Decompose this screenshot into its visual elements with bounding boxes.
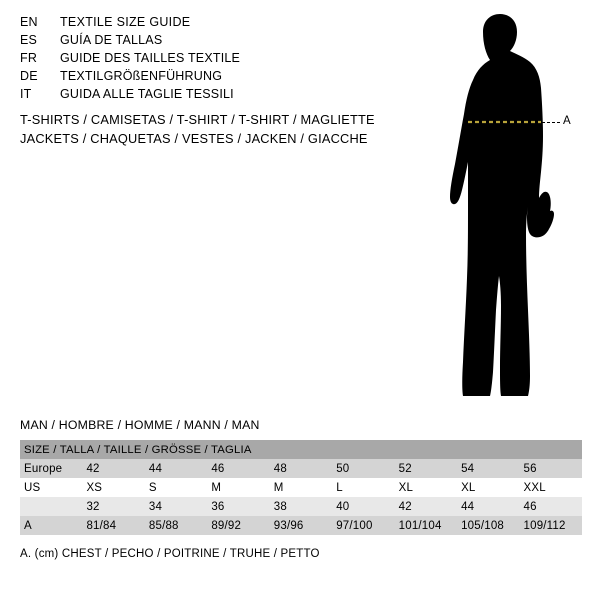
body-figure <box>400 10 600 410</box>
size-table <box>20 440 582 535</box>
cell: 56 <box>520 459 583 478</box>
language-code: FR <box>20 51 38 65</box>
cell: 44 <box>457 497 519 516</box>
cell: 85/88 <box>145 516 207 535</box>
cell: M <box>270 478 332 497</box>
category-line-jackets: JACKETS / CHAQUETAS / VESTES / JACKEN / GIACCHE <box>20 131 368 146</box>
language-row <box>20 15 400 33</box>
cell: 40 <box>332 497 394 516</box>
cell: 38 <box>270 497 332 516</box>
language-code: ES <box>20 33 38 47</box>
cell: XL <box>457 478 519 497</box>
measurement-marker-a: A <box>563 115 572 127</box>
cell: 46 <box>207 459 269 478</box>
row-label: Europe <box>20 459 82 478</box>
cell: XL <box>395 478 457 497</box>
cell: XS <box>82 478 144 497</box>
table-header-row <box>20 440 582 459</box>
cell: 54 <box>457 459 519 478</box>
language-row <box>20 51 400 69</box>
language-row <box>20 69 400 87</box>
table-group-title: MAN / HOMBRE / HOMME / MANN / MAN <box>20 418 260 432</box>
table-row <box>20 497 582 516</box>
language-row <box>20 33 400 51</box>
cell: 81/84 <box>82 516 144 535</box>
language-code: IT <box>20 87 32 101</box>
language-text: GUIDA ALLE TAGLIE TESSILI <box>60 87 234 101</box>
row-label <box>20 497 82 516</box>
cell: S <box>145 478 207 497</box>
language-code: DE <box>20 69 38 83</box>
table-row <box>20 516 582 535</box>
language-code: EN <box>20 15 38 29</box>
cell: 105/108 <box>457 516 519 535</box>
cell: 109/112 <box>520 516 583 535</box>
category-line-tshirts: T-SHIRTS / CAMISETAS / T-SHIRT / T-SHIRT / MAGLIETTE <box>20 112 375 127</box>
measurement-pointer-line <box>542 122 560 123</box>
cell: 52 <box>395 459 457 478</box>
cell: M <box>207 478 269 497</box>
row-label: A <box>20 516 82 535</box>
cell: L <box>332 478 394 497</box>
cell: 101/104 <box>395 516 457 535</box>
row-label: US <box>20 478 82 497</box>
cell: XXL <box>520 478 583 497</box>
table-header-label: SIZE / TALLA / TAILLE / GRÖSSE / TAGLIA <box>20 440 582 459</box>
language-text: GUIDE DES TAILLES TEXTILE <box>60 51 241 65</box>
table-footnote: A. (cm) CHEST / PECHO / POITRINE / TRUHE / PETTO <box>20 548 320 560</box>
cell: 97/100 <box>332 516 394 535</box>
cell: 93/96 <box>270 516 332 535</box>
male-silhouette-icon <box>400 10 600 410</box>
table-row <box>20 478 582 497</box>
language-row <box>20 87 400 105</box>
cell: 42 <box>395 497 457 516</box>
language-text: TEXTILGRÖßENFÜHRUNG <box>60 69 223 83</box>
category-block <box>20 110 440 148</box>
cell: 32 <box>82 497 144 516</box>
language-header-block <box>20 15 400 105</box>
cell: 50 <box>332 459 394 478</box>
cell: 34 <box>145 497 207 516</box>
cell: 89/92 <box>207 516 269 535</box>
cell: 46 <box>520 497 583 516</box>
cell: 48 <box>270 459 332 478</box>
cell: 44 <box>145 459 207 478</box>
language-text: TEXTILE SIZE GUIDE <box>60 15 191 29</box>
cell: 42 <box>82 459 144 478</box>
size-table-wrapper <box>20 440 582 535</box>
cell: 36 <box>207 497 269 516</box>
table-row <box>20 459 582 478</box>
language-text: GUÍA DE TALLAS <box>60 33 163 47</box>
